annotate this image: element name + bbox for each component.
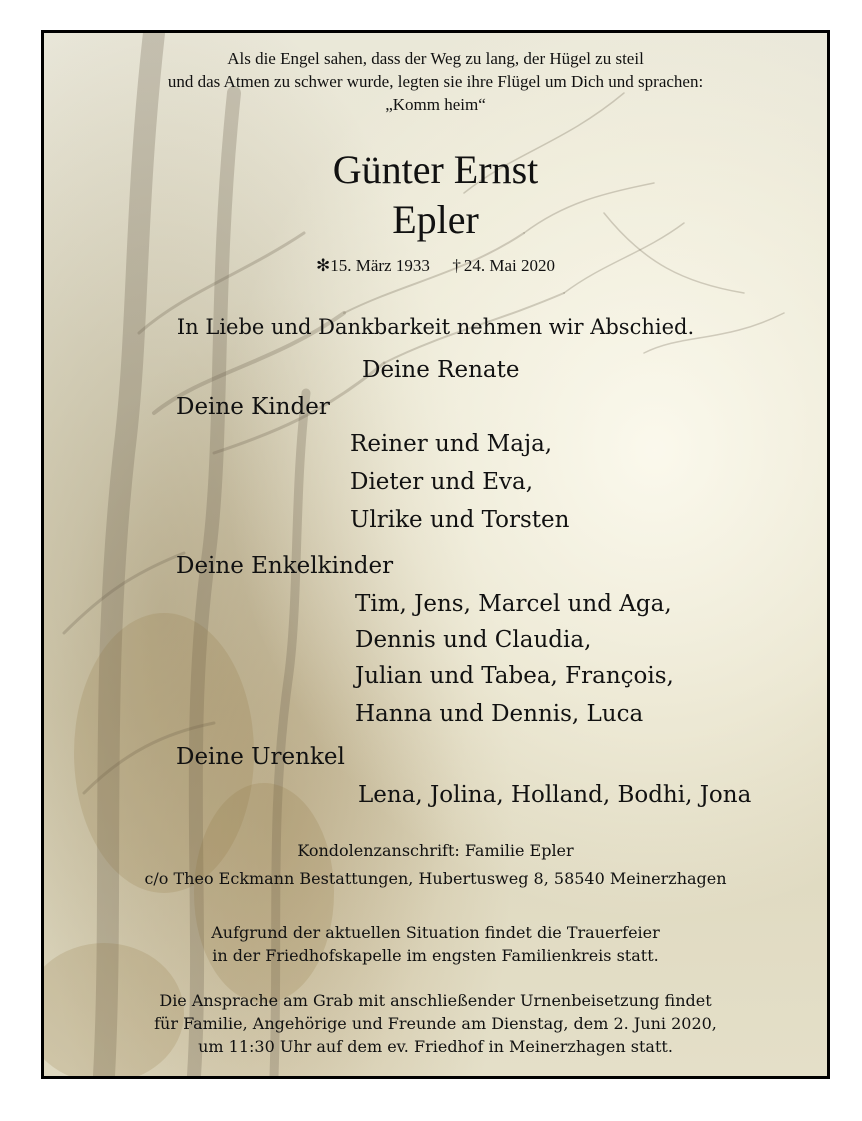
burial-notice — [44, 989, 827, 1058]
poem-line: Als die Engel sahen, dass der Weg zu lang, der Hügel zu steil — [227, 49, 644, 68]
notice-line: für Familie, Angehörige und Freunde am Dienstag, dem 2. Juni 2020, — [154, 1014, 717, 1033]
grandchildren-line: Tim, Jens, Marcel und Aga, — [355, 591, 672, 617]
spouse-name: Deine Renate — [362, 357, 520, 383]
poem-line: „Komm heim“ — [385, 95, 486, 114]
children-line: Reiner und Maja, — [350, 431, 553, 457]
notice-line: Die Ansprache am Grab mit anschließender Urnenbeisetzung findet — [159, 991, 712, 1010]
notice-line: in der Friedhofskapelle im engsten Familienkreis statt. — [212, 946, 659, 965]
life-dates — [44, 256, 827, 276]
grandchildren-line: Julian und Tabea, François, — [355, 663, 674, 689]
condolence-line: c/o Theo Eckmann Bestattungen, Hubertusweg 8, 58540 Meinerzhagen — [144, 869, 727, 888]
grandchildren-line: Hanna und Dennis, Luca — [355, 701, 644, 727]
poem-line: und das Atmen zu schwer wurde, legten sie ihre Flügel um Dich und sprachen: — [167, 72, 704, 91]
notice-line: um 11:30 Uhr auf dem ev. Friedhof in Meinerzhagen statt. — [198, 1037, 673, 1056]
death-date: 24. Mai 2020 — [463, 256, 555, 275]
children-line: Ulrike und Torsten — [350, 507, 570, 533]
farewell-text: In Liebe und Dankbarkeit nehmen wir Abschied. — [176, 315, 695, 339]
death-cross-icon: † — [452, 256, 461, 275]
great-grandchildren-line: Lena, Jolina, Holland, Bodhi, Jona — [358, 782, 752, 808]
condolence-address — [44, 839, 827, 891]
deceased-first-names: Günter Ernst — [332, 147, 539, 192]
condolence-line: Kondolenzanschrift: Familie Epler — [297, 841, 574, 860]
obituary-content — [44, 33, 827, 1076]
grandchildren-line: Dennis und Claudia, — [355, 627, 592, 653]
children-heading: Deine Kinder — [176, 394, 330, 420]
obituary-card — [41, 30, 830, 1079]
poem — [44, 47, 827, 116]
children-line: Dieter und Eva, — [350, 469, 534, 495]
ceremony-notice — [44, 921, 827, 967]
birth-date: 15. März 1933 — [330, 256, 430, 275]
great-grandchildren-heading: Deine Urenkel — [176, 744, 345, 770]
birth-star-icon: ✻ — [315, 256, 331, 275]
notice-line: Aufgrund der aktuellen Situation findet die Trauerfeier — [211, 923, 660, 942]
grandchildren-heading: Deine Enkelkinder — [176, 553, 394, 579]
deceased-surname: Epler — [392, 197, 479, 242]
